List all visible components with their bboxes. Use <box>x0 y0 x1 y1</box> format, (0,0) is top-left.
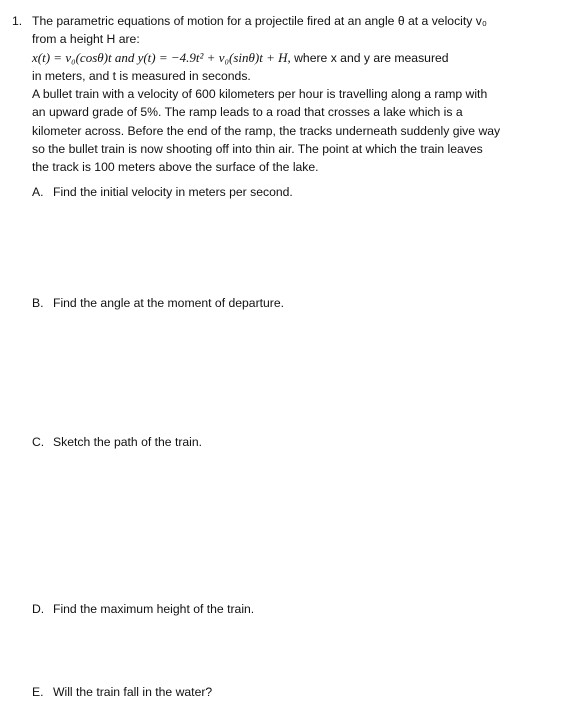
part-e <box>32 683 212 701</box>
part-c <box>32 433 202 451</box>
part-a <box>32 183 293 201</box>
question-text <box>32 12 552 177</box>
part-e-text: Will the train fall in the water? <box>53 685 213 699</box>
part-d-letter: D. <box>32 602 45 616</box>
part-b <box>32 294 284 312</box>
scenario-line-2: an upward grade of 5%. The ramp leads to a road that crosses a lake which is a <box>32 105 463 120</box>
equation-tail: where x and y are measured <box>290 50 449 65</box>
part-a-text: Find the initial velocity in meters per second. <box>53 185 293 199</box>
part-d-text: Find the maximum height of the train. <box>53 602 255 616</box>
part-b-letter: B. <box>32 296 44 310</box>
part-a-letter: A. <box>32 185 44 199</box>
scenario-line-5: the track is 100 meters above the surface of the lake. <box>32 160 319 175</box>
intro-line-2: from a height H are: <box>32 32 140 47</box>
intro-line-1: The parametric equations of motion for a projectile fired at an angle θ at a velocity v₀ <box>32 14 487 28</box>
units-line: in meters, and t is measured in seconds. <box>32 68 251 83</box>
part-b-text: Find the angle at the moment of departure. <box>53 296 285 310</box>
parametric-equations: x(t) = v₀(cosθ)t and y(t) = −4.9t² + v₀(sinθ)t + H, <box>32 49 291 65</box>
question-number: 1. <box>12 14 23 28</box>
part-c-letter: C. <box>32 435 45 449</box>
scenario-line-4: so the bullet train is now shooting off into thin air. The point at which the train leaves <box>32 142 483 157</box>
scenario-line-3: kilometer across. Before the end of the ramp, the tracks underneath suddenly give way <box>32 123 501 138</box>
part-e-letter: E. <box>32 685 44 699</box>
equation-line <box>32 49 552 67</box>
scenario-line-1: A bullet train with a velocity of 600 kilometers per hour is travelling along a ramp with <box>32 87 488 102</box>
part-c-text: Sketch the path of the train. <box>53 435 203 449</box>
part-d <box>32 600 254 618</box>
